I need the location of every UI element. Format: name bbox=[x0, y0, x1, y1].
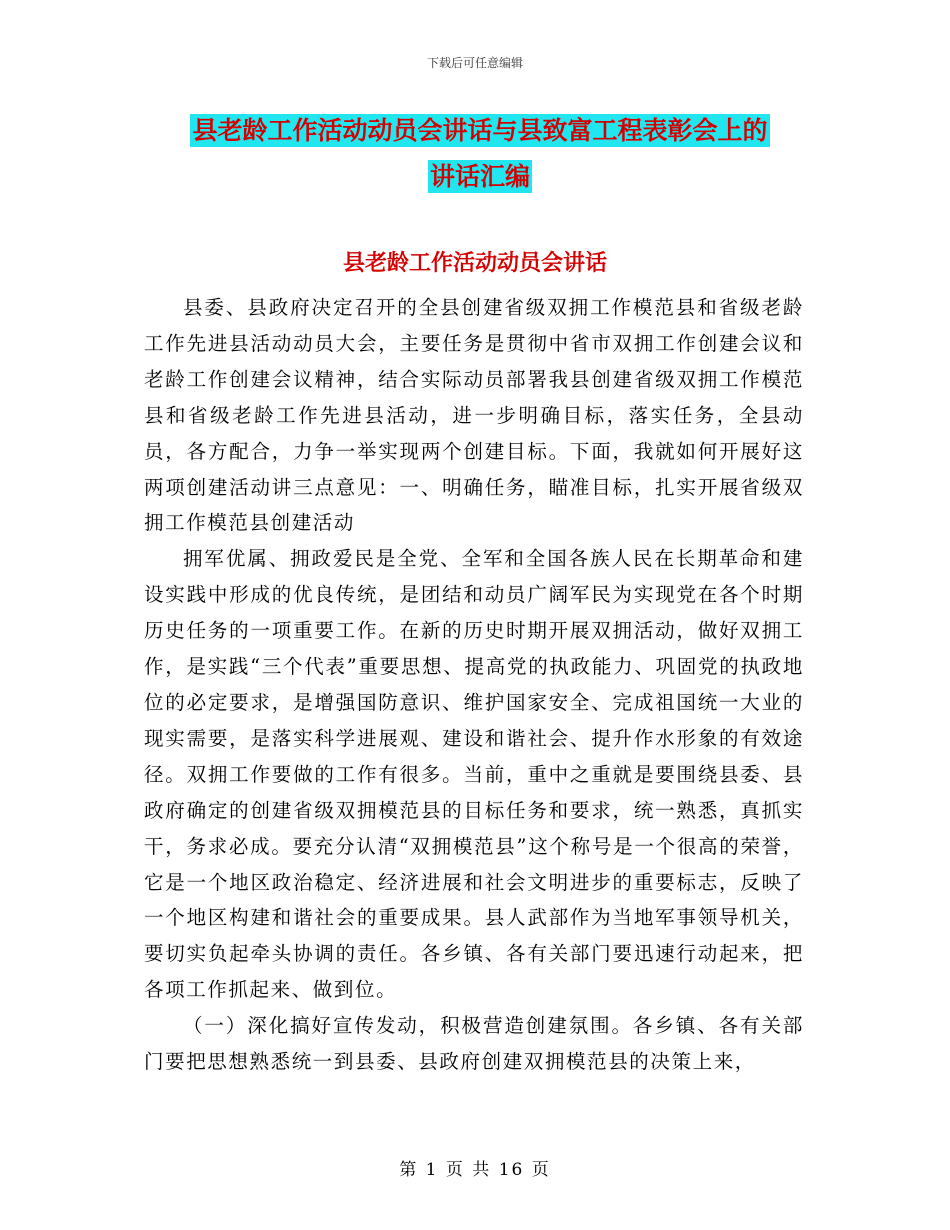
document-title-line-2: 讲话汇编 bbox=[429, 162, 530, 191]
paragraph-3: （一）深化搞好宣传发动，积极营造创建氛围。各乡镇、各有关部门要把思想熟悉统一到县委、县政府创建双拥模范县的决策上来， bbox=[144, 1014, 804, 1074]
document-title-line-1: 县老龄工作活动动员会讲话与县致富工程表彰会上的 bbox=[192, 116, 768, 145]
section-title: 县老龄工作活动动员会讲话 bbox=[342, 251, 607, 276]
page-number: 第 1 页 共 16 页 bbox=[399, 1160, 551, 1180]
document-body bbox=[144, 290, 804, 1080]
document-title bbox=[150, 108, 810, 200]
paragraph-2: 拥军优属、拥政爱民是全党、全军和全国各族人民在长期革命和建设实践中形成的优良传统，是团结和动员广阔军民为实现党在各个时期历史任务的一项重要工作。在新的历史时期开展双拥活动，做好双拥工作，是实践“三个代表”重要思想、提高党的执政能力、巩固党的执政地位的必定要求，是增强国防意识、维护国家安全、完成祖国统一大业的现实需要，是落实科学进展观、建设和谐社会、提升作水形象的有效途径。双拥工作要做的工作有很多。当前，重中之重就是要围绕县委、县政府确定的创建省级双拥模范县的目标任务和要求，统一熟悉，真抓实干，务求必成。要充分认清“双拥模范县”这个称号是一个很高的荣誉，它是一个地区政治稳定、经济进展和社会文明进步的重要标志，反映了一个地区构建和谐社会的重要成果。县人武部作为当地军事领导机关，要切实负起牵头协调的责任。各乡镇、各有关部门要迅速行动起来，把各项工作抓起来、做到位。 bbox=[144, 547, 804, 1002]
header-note: 下载后可任意编辑 bbox=[426, 56, 523, 70]
paragraph-1: 县委、县政府决定召开的全县创建省级双拥工作模范县和省级老龄工作先进县活动动员大会，主要任务是贯彻中省市双拥工作创建会议和老龄工作创建会议精神，结合实际动员部署我县创建省级双拥工作模范县和省级老龄工作先进县活动，进一步明确目标，落实任务，全县动员，各方配合，力争一举实现两个创建目标。下面，我就如何开展好这两项创建活动讲三点意见：一、明确任务，瞄准目标，扎实开展省级双拥工作模范县创建活动 bbox=[144, 296, 804, 535]
